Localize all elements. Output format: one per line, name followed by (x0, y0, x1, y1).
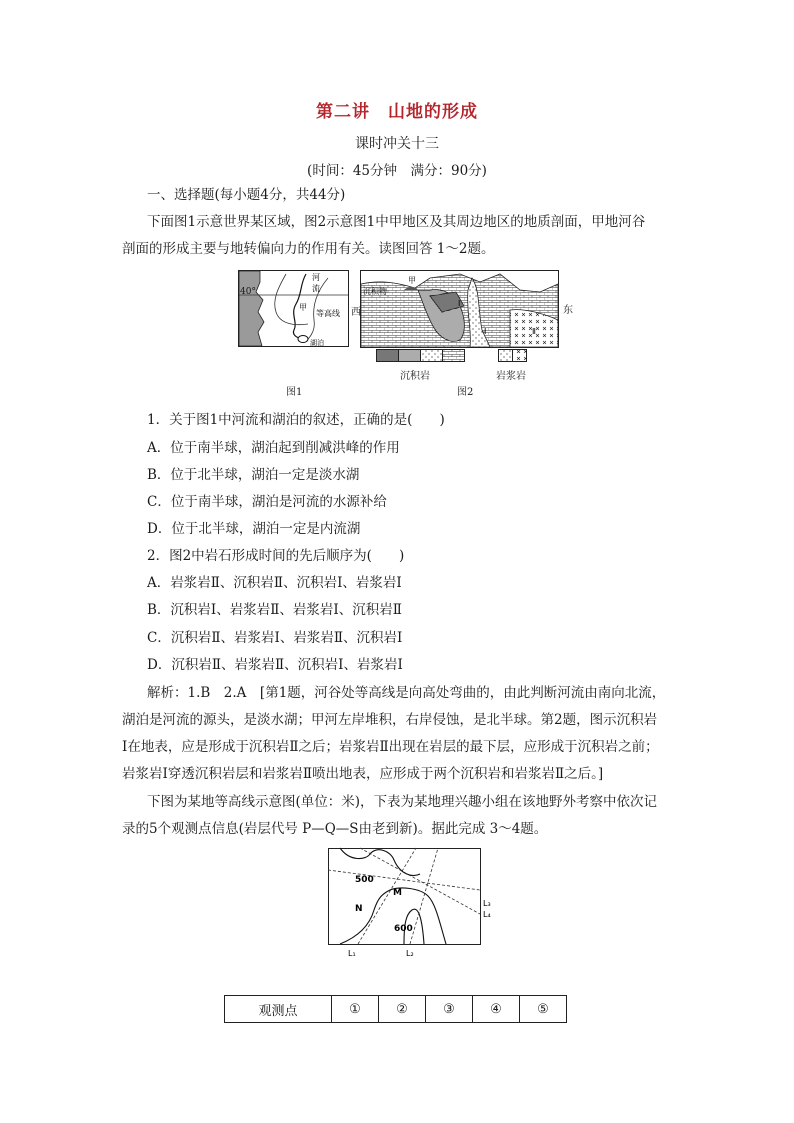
question-1-stem: 1．关于图1中河流和湖泊的叙述，正确的是( ) (147, 412, 445, 428)
legend-swatch-3 (421, 350, 443, 362)
table-cell: ④ (473, 996, 520, 1023)
section-2-intro-2: 录的5个观测点信息(岩层代号 P—Q—S由老到新)。据此完成 3～4题。 (122, 821, 548, 837)
analysis-line-4: 岩浆岩Ⅰ穿透沉积岩层和岩浆岩Ⅱ喷出地表，应形成于两个沉积岩和岩浆岩Ⅱ之后。] (122, 766, 604, 782)
legend-swatch-4 (443, 350, 465, 362)
label-l3: L₃ (483, 899, 491, 908)
question-1-option-c: C．位于南半球，湖泊是河流的水源补给 (147, 494, 387, 510)
legend-swatch-6 (513, 350, 527, 362)
table-cell: ② (379, 996, 426, 1023)
figure-1-caption: 图1 (286, 387, 303, 398)
intro-line-2: 剖面的形成主要与地转偏向力的作用有关。读图回答 1～2题。 (122, 241, 495, 257)
contour-label: 等高线 (316, 309, 340, 318)
question-1-option-b: B．位于北半球，湖泊一定是淡水湖 (147, 467, 360, 483)
label-l4: L₄ (483, 910, 491, 919)
table-cell: ① (332, 996, 379, 1023)
latitude-label: 40° (240, 287, 256, 297)
analysis-line-1: 解析：1.B 2.A [第1题，河谷处等高线是向高处弯曲的，由此判断河流由南向北流， (147, 685, 666, 701)
intro-line-1: 下面图1示意世界某区域，图2示意图1中甲地区及其周边地区的地质剖面，甲地河谷 (147, 214, 646, 230)
table-header-cell: 观测点 (225, 996, 332, 1023)
label-600: 600 (394, 924, 413, 934)
lake (298, 336, 308, 343)
section-2-intro-1: 下图为某地等高线示意图(单位：米)，下表为某地理兴趣小组在该地野外考察中依次记 (147, 794, 658, 810)
figure-1-map (238, 270, 350, 350)
label-m: M (393, 888, 402, 898)
label-l1: L₁ (348, 949, 356, 958)
analysis-line-2: 湖泊是河流的源头，是淡水湖；甲河左岸堆积，右岸侵蚀，是北半球。第2题，图示沉积岩 (122, 712, 658, 728)
river-label-2: 流 (312, 284, 320, 293)
roman-2: Ⅱ (532, 327, 536, 336)
fig2-jia-label: 甲 (408, 276, 416, 285)
page-subtitle: 课时冲关十三 (355, 136, 439, 152)
figure-2-caption: 图2 (457, 387, 474, 398)
analysis-line-3: Ⅰ在地表，应是形成于沉积岩Ⅱ之后；岩浆岩Ⅱ出现在岩层的最下层，应形成于沉积岩之前； (122, 739, 659, 755)
legend-swatch-5 (499, 350, 513, 362)
question-2-option-b: B．沉积岩Ⅰ、岩浆岩Ⅱ、岩浆岩Ⅰ、沉积岩Ⅱ (147, 602, 402, 618)
table-cell: ③ (426, 996, 473, 1023)
table-cell: ⑤ (520, 996, 567, 1023)
time-info: (时间：45分钟 满分：90分) (307, 163, 487, 179)
page-title: 第二讲 山地的形成 (316, 102, 478, 122)
question-2-option-d: D．沉积岩Ⅱ、岩浆岩Ⅱ、沉积岩Ⅰ、岩浆岩Ⅰ (147, 657, 403, 673)
sediment-label: 沉积物 (363, 287, 387, 296)
table-row (225, 996, 567, 1023)
figure-2-legend (376, 349, 536, 363)
figure-2-section (360, 270, 560, 350)
west-label: 西 (351, 307, 361, 318)
east-label: 东 (563, 305, 573, 316)
jia-label: 甲 (299, 303, 307, 312)
question-1-option-a: A．位于南半球，湖泊起到削减洪峰的作用 (147, 440, 400, 456)
question-1-option-d: D．位于北半球，湖泊一定是内流湖 (147, 521, 361, 537)
question-2-stem: 2．图2中岩石形成时间的先后顺序为( ) (147, 548, 405, 564)
section-heading: 一、选择题(每小题4分，共44分) (147, 187, 346, 203)
label-500: 500 (355, 875, 374, 885)
roman-1-b: Ⅰ (484, 327, 487, 336)
question-2-option-c: C．沉积岩Ⅱ、岩浆岩Ⅰ、岩浆岩Ⅱ、沉积岩Ⅰ (147, 630, 403, 646)
legend-swatch-1 (377, 350, 399, 362)
figure-3-contour-map (320, 844, 500, 962)
label-n: N (355, 904, 363, 914)
sedimentary-legend-label: 沉积岩 (400, 371, 430, 382)
lake-label: 湖泊 (310, 339, 324, 347)
roman-1-a: Ⅰ (458, 299, 461, 308)
legend-swatch-2 (399, 350, 421, 362)
magma-legend-label: 岩浆岩 (496, 371, 526, 382)
observation-table (224, 995, 567, 1023)
river-label-1: 河 (312, 273, 320, 282)
question-2-option-a: A．岩浆岩Ⅱ、沉积岩Ⅱ、沉积岩Ⅰ、岩浆岩Ⅰ (147, 575, 402, 591)
label-l2: L₂ (406, 949, 414, 958)
